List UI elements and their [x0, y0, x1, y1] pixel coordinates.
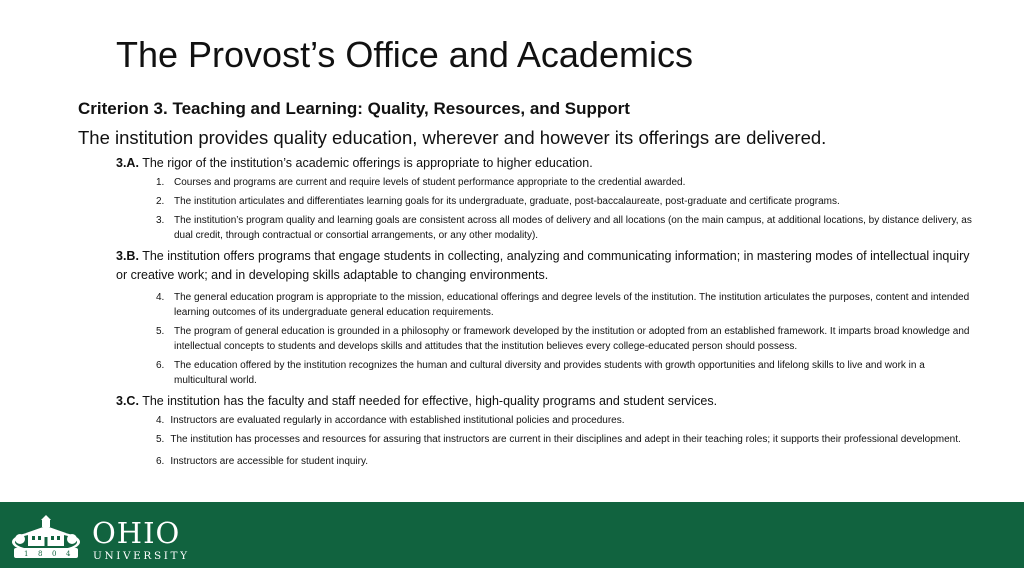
section-3a-items [116, 175, 976, 243]
footer-bottom-strip [0, 568, 1024, 575]
logo-year-digit: 1 [24, 550, 29, 558]
logo-year-digit: 4 [66, 550, 71, 558]
section-text: The institution offers programs that engage students in collecting, analyzing and communicating information; in mastering modes of intellectual inquiry or creative work; and in developing skills adaptable to changing environments. [116, 249, 970, 282]
item-text: The institution articulates and differentiates learning goals for its undergraduate, graduate, post-baccalaureate, post-graduate and certificate programs. [174, 196, 840, 207]
item-text: The education offered by the institution recognizes the human and cultural diversity and provides students with growth opportunities and lifelong skills to live and work in a multicultural world. [174, 360, 925, 386]
logo-year-digit: 0 [52, 550, 57, 558]
list-item [116, 432, 976, 447]
item-number: 2. [156, 196, 165, 207]
item-text: The institution has processes and resources for assuring that instructors are current in their disciplines and adept in their teaching roles; it supports their professional development. [170, 434, 961, 445]
section-3c-items [116, 413, 976, 469]
item-text: The general education program is appropriate to the mission, educational offerings and degree levels of the institution. The institution articulates the purposes, content and intended learning outcomes of its undergraduate general education requirements. [174, 292, 970, 318]
list-item [116, 413, 976, 428]
wordmark-ohio: OHIO [92, 516, 181, 550]
item-text: Courses and programs are current and require levels of student performance appropriate to the credential awarded. [174, 177, 686, 188]
section-text: The institution has the faculty and staff needed for effective, high-quality programs and student services. [142, 394, 718, 408]
section-code: 3.A. [116, 156, 139, 170]
item-number: 6. [156, 360, 165, 371]
list-item [116, 290, 976, 320]
list-item [116, 194, 976, 209]
criterion-content [116, 154, 976, 473]
item-number: 1. [156, 177, 165, 188]
section-3b-items [116, 290, 976, 388]
item-text: Instructors are evaluated regularly in accordance with established institutional policies and procedures. [170, 415, 625, 426]
logo-year-digit: 8 [38, 550, 43, 558]
list-item [116, 358, 976, 388]
item-text: The institution’s program quality and learning goals are consistent across all modes of delivery and all locations (on the main campus, at additional locations, by distance delivery, as dual credit, through contractual or consortial arrangements, or any other modality). [174, 215, 972, 241]
section-code: 3.C. [116, 394, 139, 408]
list-item [116, 175, 976, 190]
page-title: The Provost’s Office and Academics [116, 34, 693, 75]
item-text: Instructors are accessible for student inquiry. [170, 456, 369, 467]
section-3c [116, 392, 976, 411]
item-number: 6. [156, 456, 165, 467]
item-number: 4. [156, 415, 165, 426]
criterion-heading: Criterion 3. Teaching and Learning: Quality, Resources, and Support [78, 99, 630, 118]
item-number: 4. [156, 292, 165, 303]
section-text: The rigor of the institution’s academic offerings is appropriate to higher education. [142, 156, 593, 170]
section-3a [116, 154, 976, 173]
list-item [116, 213, 976, 243]
wordmark-university: UNIVERSITY [93, 550, 190, 562]
item-number: 5. [156, 326, 165, 337]
criterion-subheading: The institution provides quality education, wherever and however its offerings are delivered. [78, 127, 827, 148]
section-code: 3.B. [116, 249, 139, 263]
list-item [116, 324, 976, 354]
item-number: 5. [156, 434, 165, 445]
item-number: 3. [156, 215, 165, 226]
item-text: The program of general education is grounded in a philosophy or framework developed by the institution or adopted from an established framework. It imparts broad knowledge and intellectual concepts to students and develops skills and attitudes that the institution believes every college-educated person should possess. [174, 326, 970, 352]
cutler-hall-logo-icon [10, 514, 82, 565]
section-3b [116, 247, 976, 285]
list-item [116, 454, 976, 469]
